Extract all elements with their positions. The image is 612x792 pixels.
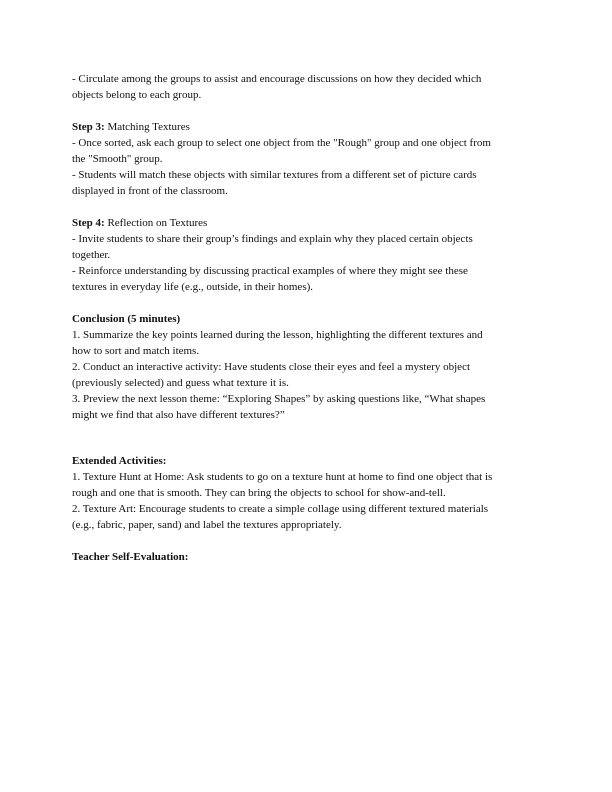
step-3-heading (72, 119, 542, 135)
extended-activities-section (72, 453, 542, 533)
text-line: together. (72, 249, 111, 261)
step-3-title: Matching Textures (104, 121, 190, 133)
teacher-evaluation-heading: Teacher Self-Evaluation: (72, 551, 189, 563)
text-line: (previously selected) and guess what texture it is. (72, 377, 289, 389)
text-line: 1. Texture Hunt at Home: Ask students to go on a texture hunt at home to find one object that is (72, 471, 493, 483)
text-line: - Students will match these objects with similar textures from a different set of picture cards (72, 169, 477, 181)
text-line: rough and one that is smooth. They can bring the objects to school for show-and-tell. (72, 487, 446, 499)
step-4-title: Reflection on Textures (104, 217, 208, 229)
step-3-section (72, 119, 542, 199)
text-line: - Invite students to share their group’s findings and explain why they placed certain objects (72, 233, 473, 245)
intro-paragraph (72, 71, 542, 103)
text-line: - Once sorted, ask each group to select one object from the "Rough" group and one object from (72, 137, 491, 149)
step-4-section (72, 215, 542, 295)
text-line: - Circulate among the groups to assist and encourage discussions on how they decided which (72, 73, 482, 85)
teacher-evaluation-section (72, 549, 542, 565)
step-4-heading (72, 215, 542, 231)
text-line: the "Smooth" group. (72, 153, 163, 165)
text-line: might we find that also have different textures?” (72, 409, 285, 421)
text-line: textures in everyday life (e.g., outside, in their homes). (72, 281, 314, 293)
step-4-label: Step 4: (72, 217, 105, 229)
text-line: displayed in front of the classroom. (72, 185, 228, 197)
text-line: 2. Conduct an interactive activity: Have students close their eyes and feel a mystery object (72, 361, 471, 373)
text-line: 2. Texture Art: Encourage students to create a simple collage using different textured materials (72, 503, 489, 515)
text-line: 1. Summarize the key points learned during the lesson, highlighting the different textures and (72, 329, 483, 341)
text-line: how to sort and match items. (72, 345, 200, 357)
text-line: - Reinforce understanding by discussing practical examples of where they might see these (72, 265, 468, 277)
step-3-label: Step 3: (72, 121, 105, 133)
conclusion-section (72, 311, 542, 423)
text-line: 3. Preview the next lesson theme: “Exploring Shapes” by asking questions like, “What shapes (72, 393, 486, 405)
text-line: objects belong to each group. (72, 89, 202, 101)
text-line: (e.g., fabric, paper, sand) and label the textures appropriately. (72, 519, 342, 531)
extended-activities-heading: Extended Activities: (72, 455, 167, 467)
conclusion-heading: Conclusion (5 minutes) (72, 313, 181, 325)
